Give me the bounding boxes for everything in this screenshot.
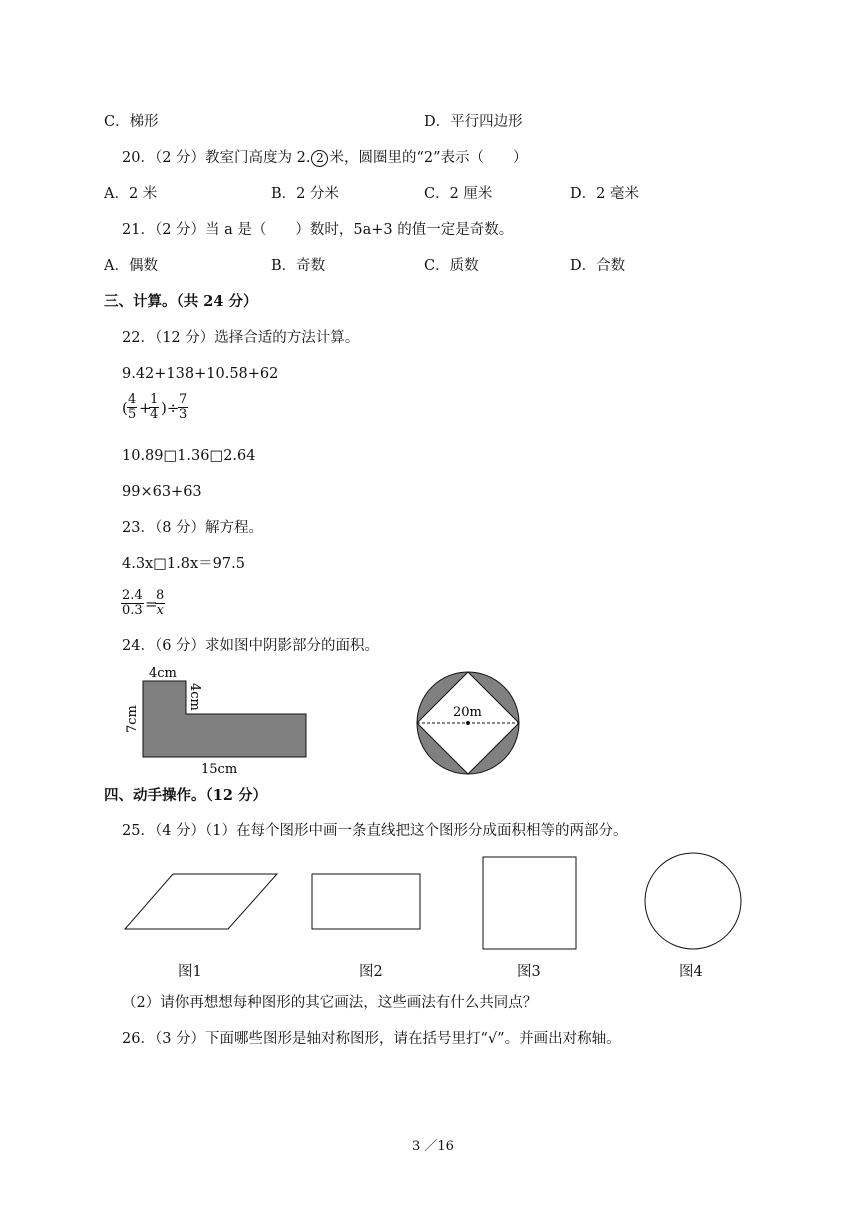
q23-stem: 23．（8 分）解方程。 <box>122 520 264 536</box>
q22-expression-1: 9.42+138+10.58+62 <box>122 366 279 382</box>
close-paren-divide: )÷ <box>161 399 180 417</box>
figure-label-4: 图4 <box>679 964 703 980</box>
numerator: 7 <box>179 392 188 407</box>
q25-parallelogram <box>125 874 277 929</box>
q25-rectangle <box>312 874 420 929</box>
q20-option-c: C．2 厘米 <box>424 186 493 202</box>
l-shape-shaded <box>143 681 306 757</box>
figure-label-3: 图3 <box>517 964 541 980</box>
q21-option-d: D．合数 <box>570 258 626 274</box>
numerator: 8 <box>156 588 165 603</box>
denominator: 3 <box>179 407 188 422</box>
q21-option-c: C．质数 <box>424 258 479 274</box>
q20-option-a: A．2 米 <box>104 186 158 202</box>
q21-option-a: A．偶数 <box>104 258 158 274</box>
label-top-4cm: 4cm <box>149 666 177 681</box>
center-dot <box>466 721 470 725</box>
q22-expression-3: 10.89□1.36□2.64 <box>122 448 256 464</box>
q23-equation-1: 4.3x□1.8x＝97.5 <box>122 556 245 572</box>
label-left-7cm: 7cm <box>125 705 140 733</box>
q21-option-b: B．奇数 <box>271 258 326 274</box>
equals-sign: = <box>145 595 158 613</box>
page-number: 3 ／16 <box>412 1139 454 1154</box>
figure-label-1: 图1 <box>178 964 202 980</box>
numerator: 4 <box>128 392 137 407</box>
numerator: 2.4 <box>122 588 143 603</box>
q19-option-c: C．梯形 <box>104 114 159 130</box>
circled-digit: 2 <box>311 150 328 167</box>
q24-stem: 24．（6 分）求如图中阴影部分的面积。 <box>122 638 380 654</box>
q22-stem: 22．（12 分）选择合适的方法计算。 <box>122 330 360 346</box>
denominator: 5 <box>128 407 137 422</box>
q25-circle <box>645 853 741 949</box>
denominator: 0.3 <box>122 603 143 618</box>
q25-square <box>483 857 576 949</box>
q22-expression-4: 99×63+63 <box>122 484 202 500</box>
q21-stem: 21．（2 分）当 a 是（ ）数时，5a+3 的值一定是奇数。 <box>122 222 514 238</box>
section-3-heading: 三、计算。（共 24 分） <box>104 293 258 310</box>
open-paren: ( <box>122 399 128 417</box>
label-bottom-15cm: 15cm <box>201 762 238 777</box>
q20-option-d: D．2 毫米 <box>570 186 639 202</box>
denominator: x <box>156 603 164 618</box>
q19-option-d: D．平行四边形 <box>424 114 523 130</box>
q25-stem: 25．（4 分）（1）在每个图形中画一条直线把这个图形分成面积相等的两部分。 <box>122 823 628 839</box>
label-inner-4cm: 4cm <box>187 683 202 711</box>
q25-part-2: （2）请你再想想每种图形的其它画法，这些画法有什么共同点？ <box>122 995 538 1011</box>
section-4-heading: 四、动手操作。（12 分） <box>104 787 267 804</box>
numerator: 1 <box>150 392 159 407</box>
label-20m: 20m <box>453 705 482 720</box>
denominator: 4 <box>150 407 159 422</box>
q20-stem-suffix: 米，圆圈里的“2”表示（ ） <box>329 150 528 166</box>
q20-stem-prefix: 20．（2 分）教室门高度为 2. <box>122 150 311 166</box>
q26-stem: 26．（3 分）下面哪些图形是轴对称图形，请在括号里打“√”。并画出对称轴。 <box>122 1031 621 1047</box>
figure-label-2: 图2 <box>359 964 383 980</box>
q20-option-b: B．2 分米 <box>271 186 339 202</box>
plus-sign: + <box>139 399 152 417</box>
